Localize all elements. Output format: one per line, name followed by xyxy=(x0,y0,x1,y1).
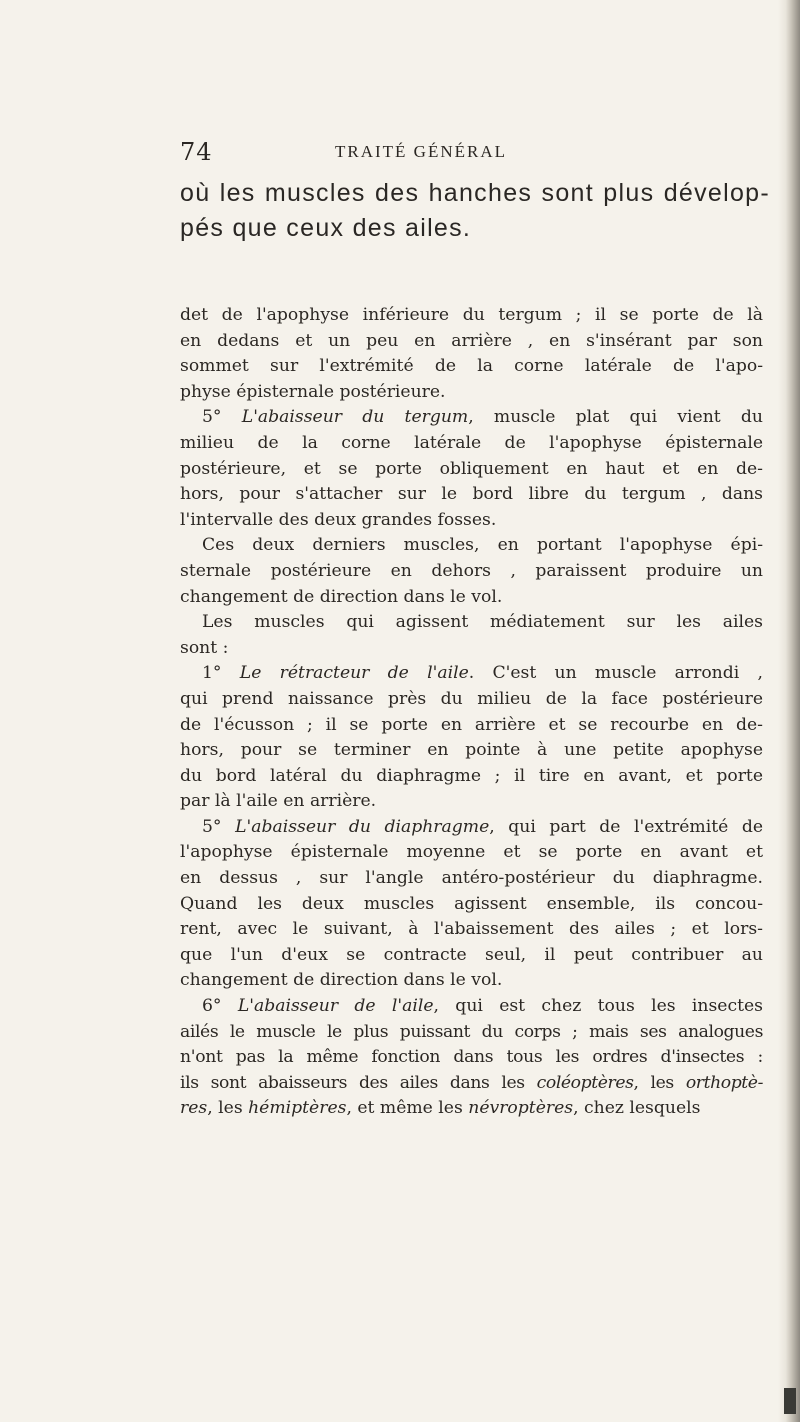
text-fragment: , les xyxy=(633,1072,686,1093)
text-line xyxy=(180,994,763,1020)
text-line: du bord latéral du diaphragme ; il tire en avant, et porte xyxy=(180,765,763,786)
text-line: en dessus , sur l'angle antéro-postérieur du diaphragme. xyxy=(180,868,763,889)
insect-order-term: orthoptè- xyxy=(685,1072,763,1093)
item-number: 5° xyxy=(202,816,222,837)
text-fragment: , muscle plat qui vient du xyxy=(468,407,763,428)
insect-order-term: névroptères xyxy=(468,1098,574,1119)
text-fragment: , chez lesquels xyxy=(573,1098,701,1119)
text-line: det de l'apophyse inférieure du tergum ; il se porte de là xyxy=(180,305,763,325)
muscle-term: L'abaisseur du tergum xyxy=(241,407,469,428)
page-edge-shadow xyxy=(778,0,800,1422)
text-line: changement de direction dans le vol. xyxy=(180,970,503,991)
text-line: Quand les deux muscles agissent ensemble, ils concou- xyxy=(180,893,763,914)
text-fragment: ils sont abaisseurs des ailes dans les xyxy=(180,1072,537,1093)
text-line: sont : xyxy=(180,637,229,658)
text-line: ailés le muscle le plus puissant du corps ; mais ses analogues xyxy=(180,1021,763,1042)
insect-order-term: res xyxy=(180,1098,208,1119)
scan-corner-mark xyxy=(784,1388,796,1414)
item-number: 6° xyxy=(202,996,222,1017)
paragraph-apophyse xyxy=(180,303,763,405)
text-line: par là l'aile en arrière. xyxy=(180,791,377,812)
page-number: 74 xyxy=(180,138,213,166)
text-line: l'intervalle des deux grandes fosses. xyxy=(180,509,497,530)
text-line: hors, pour s'attacher sur le bord libre du tergum , dans xyxy=(180,484,763,505)
text-line: milieu de la corne latérale de l'apophyse épisternale xyxy=(180,432,763,453)
lead-paragraph xyxy=(180,176,770,246)
text-line xyxy=(180,815,763,841)
muscle-term: Le rétracteur de l'aile xyxy=(239,663,469,684)
text-line: Ces deux derniers muscles, en portant l'apophyse épi- xyxy=(202,535,763,556)
paragraph-derniers-muscles xyxy=(180,533,763,610)
item-number: 1° xyxy=(202,663,222,684)
text-line: de l'écusson ; il se porte en arrière et se recourbe en de- xyxy=(180,714,763,735)
text-fragment: , qui est chez tous les insectes xyxy=(433,996,763,1017)
text-line: qui prend naissance près du milieu de la face postérieure xyxy=(180,688,763,709)
page-header xyxy=(180,138,600,168)
text-line xyxy=(180,405,763,431)
insect-order-term: coléoptères xyxy=(536,1072,634,1093)
paragraph-abaisseur-tergum xyxy=(180,405,763,533)
text-line: Les muscles qui agissent médiatement sur les ailes xyxy=(202,612,763,633)
body-text xyxy=(180,303,763,1122)
text-line: physe épisternale postérieure. xyxy=(180,381,446,402)
text-fragment: , et même les xyxy=(346,1098,469,1119)
running-title: TRAITÉ GÉNÉRAL xyxy=(335,142,508,161)
text-line: rent, avec le suivant, à l'abaissement des ailes ; et lors- xyxy=(180,919,763,940)
muscle-term: L'abaisseur du diaphragme xyxy=(235,816,490,837)
item-number: 5° xyxy=(202,407,222,428)
paragraph-abaisseur-aile xyxy=(180,994,763,1122)
text-fragment: , les xyxy=(207,1098,249,1119)
text-line: que l'un d'eux se contracte seul, il peut contribuer au xyxy=(180,944,763,965)
paragraph-abaisseur-diaphragme xyxy=(180,815,763,994)
text-line: sternale postérieure en dehors , paraissent produire un xyxy=(180,560,763,581)
text-line: sommet sur l'extrémité de la corne latérale de l'apo- xyxy=(180,356,763,377)
text-line xyxy=(180,1071,763,1097)
insect-order-term: hémiptères xyxy=(248,1098,347,1119)
text-line: postérieure, et se porte obliquement en haut et en de- xyxy=(180,458,763,479)
lead-line: où les muscles des hanches sont plus dévelop- xyxy=(180,179,770,207)
text-fragment: . C'est un muscle arrondi , xyxy=(468,663,763,684)
text-line: n'ont pas la même fonction dans tous les ordres d'insectes : xyxy=(180,1047,763,1068)
paragraph-retracteur xyxy=(180,661,763,815)
text-line xyxy=(180,661,763,687)
text-line: hors, pour se terminer en pointe à une petite apophyse xyxy=(180,740,763,761)
paragraph-muscles-mediatement xyxy=(180,610,763,661)
text-line: changement de direction dans le vol. xyxy=(180,586,503,607)
text-line: en dedans et un peu en arrière , en s'insérant par son xyxy=(180,330,763,351)
text-fragment: , qui part de l'extrémité de xyxy=(489,816,764,837)
muscle-term: L'abaisseur de l'aile xyxy=(237,996,434,1017)
lead-line: pés que ceux des ailes. xyxy=(180,214,472,242)
text-line xyxy=(180,1096,763,1122)
text-line: l'apophyse épisternale moyenne et se porte en avant et xyxy=(180,842,763,863)
